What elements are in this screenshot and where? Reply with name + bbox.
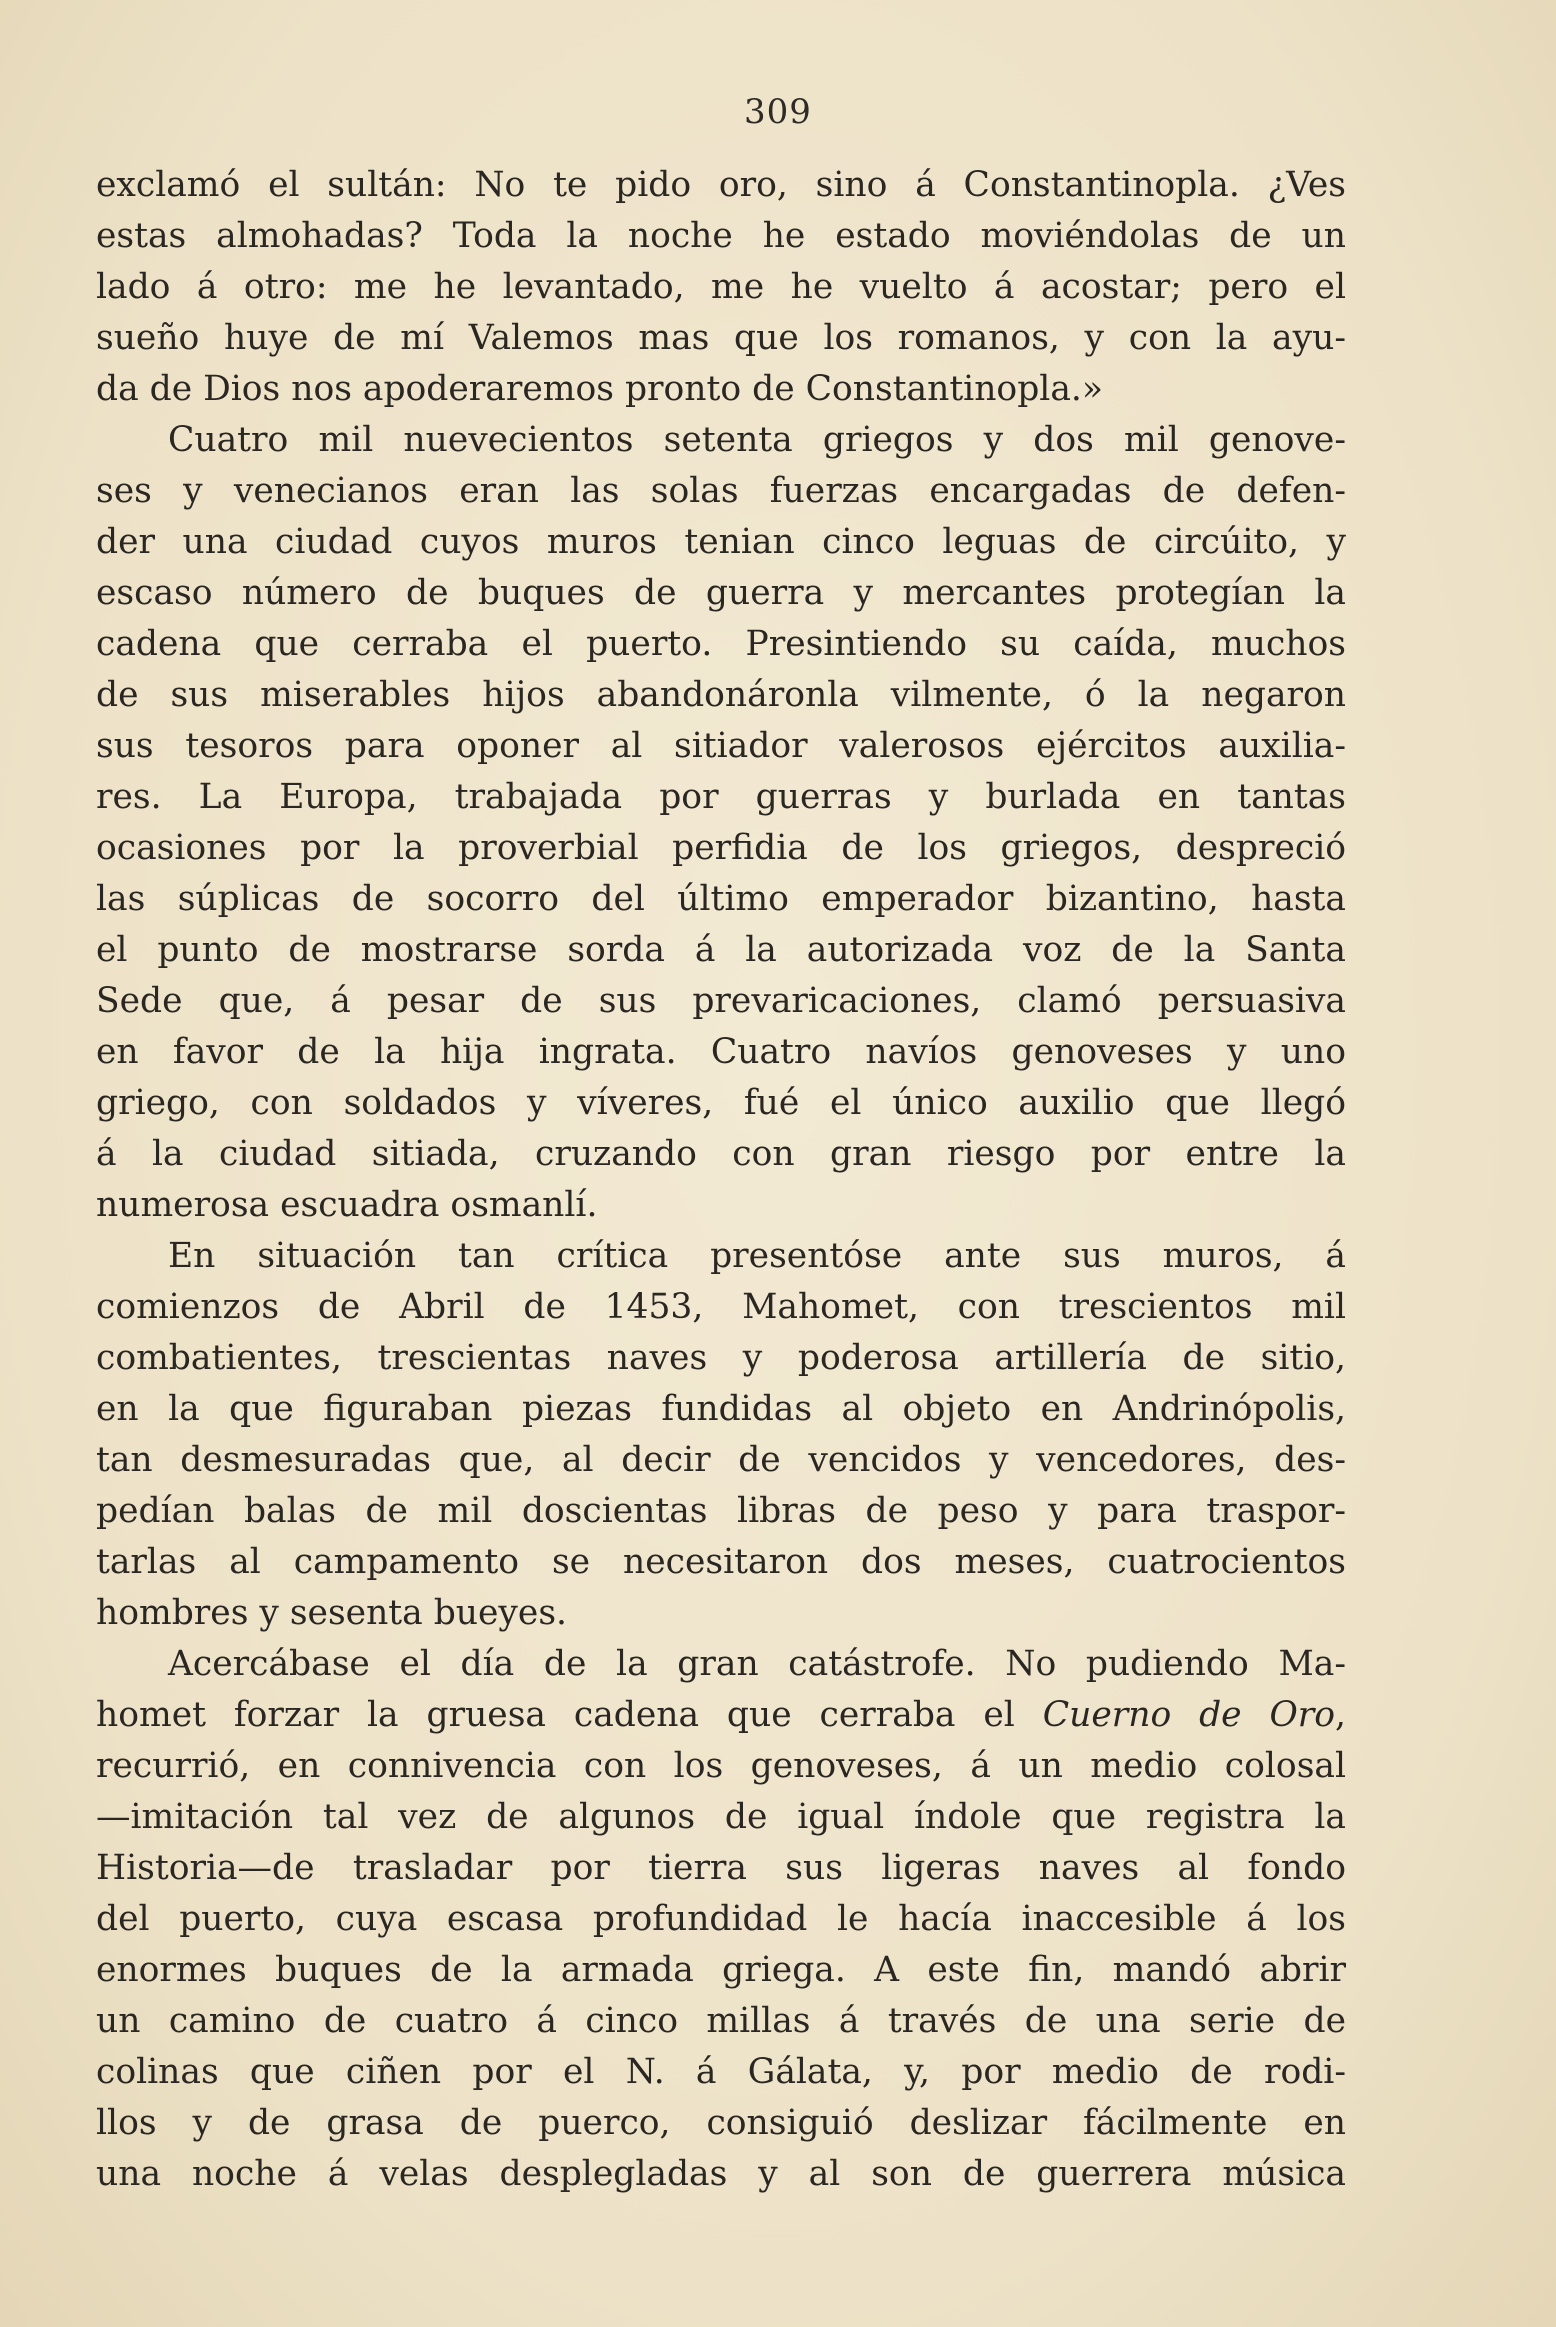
text-line: en favor de la hija ingrata. Cuatro navíos genoveses y uno	[96, 1032, 1346, 1072]
text-line: una noche á velas desplegladas y al son de guerrera música	[96, 2154, 1346, 2194]
text-line: der una ciudad cuyos muros tenian cinco leguas de circúito, y	[96, 522, 1346, 562]
text-line: el punto de mostrarse sorda á la autorizada voz de la Santa	[96, 930, 1346, 970]
page-number: 309	[744, 92, 812, 132]
text-line: lado á otro: me he levantado, me he vuelto á acostar; pero el	[96, 267, 1346, 307]
text-line: escaso número de buques de guerra y mercantes protegían la	[96, 573, 1346, 613]
text-line: cadena que cerraba el puerto. Presintiendo su caída, muchos	[96, 624, 1346, 664]
text-line: numerosa escuadra osmanlí.	[96, 1185, 598, 1225]
text-line: ocasiones por la proverbial perfidia de los griegos, despreció	[96, 828, 1346, 868]
text-line: un camino de cuatro á cinco millas á través de una serie de	[96, 2001, 1346, 2041]
text-line: de sus miserables hijos abandonáronla vilmente, ó la negaron	[96, 675, 1346, 715]
text-line	[96, 1690, 1346, 1741]
text-line: en la que figuraban piezas fundidas al objeto en Andrinópolis,	[96, 1389, 1346, 1429]
text-line: comienzos de Abril de 1453, Mahomet, con trescientos mil	[96, 1287, 1346, 1327]
text-line: ses y venecianos eran las solas fuerzas encargadas de defen-	[96, 471, 1346, 511]
text-line: Sede que, á pesar de sus prevaricaciones, clamó persuasiva	[96, 981, 1346, 1021]
text-line: estas almohadas? Toda la noche he estado moviéndolas de un	[96, 216, 1346, 256]
text-fragment: ,	[1335, 1695, 1346, 1735]
text-line: griego, con soldados y víveres, fué el único auxilio que llegó	[96, 1083, 1346, 1123]
text-line: sus tesoros para oponer al sitiador valerosos ejércitos auxilia-	[96, 726, 1346, 766]
text-line: recurrió, en connivencia con los genoveses, á un medio colosal	[96, 1746, 1346, 1786]
text-line: exclamó el sultán: No te pido oro, sino á Constantinopla. ¿Ves	[96, 165, 1346, 205]
text-line: Cuatro mil nuevecientos setenta griegos y dos mil genove-	[168, 420, 1346, 460]
text-line: tan desmesuradas que, al decir de vencidos y vencedores, des-	[96, 1440, 1346, 1480]
text-line: En situación tan crítica presentóse ante sus muros, á	[168, 1236, 1346, 1276]
text-line: —imitación tal vez de algunos de igual índole que registra la	[96, 1797, 1346, 1837]
text-line: tarlas al campamento se necesitaron dos meses, cuatrocientos	[96, 1542, 1346, 1582]
text-line: á la ciudad sitiada, cruzando con gran riesgo por entre la	[96, 1134, 1346, 1174]
text-fragment: homet forzar la gruesa cadena que cerraba el	[96, 1695, 1043, 1735]
text-line: hombres y sesenta bueyes.	[96, 1593, 567, 1633]
text-line: sueño huye de mí Valemos mas que los romanos, y con la ayu-	[96, 318, 1346, 358]
text-line: Acercábase el día de la gran catástrofe. No pudiendo Ma-	[168, 1644, 1346, 1684]
text-line: da de Dios nos apoderaremos pronto de Constantinopla.»	[96, 369, 1103, 409]
text-line: llos y de grasa de puerco, consiguió deslizar fácilmente en	[96, 2103, 1346, 2143]
text-line: Historia—de trasladar por tierra sus ligeras naves al fondo	[96, 1848, 1346, 1888]
text-line: del puerto, cuya escasa profundidad le hacía inaccesible á los	[96, 1899, 1346, 1939]
text-line: enormes buques de la armada griega. A este fin, mandó abrir	[96, 1950, 1346, 1990]
text-line: colinas que ciñen por el N. á Gálata, y, por medio de rodi-	[96, 2052, 1346, 2092]
text-line: pedían balas de mil doscientas libras de peso y para traspor-	[96, 1491, 1346, 1531]
body-text	[96, 160, 1346, 2200]
text-line: combatientes, trescientas naves y poderosa artillería de sitio,	[96, 1338, 1346, 1378]
text-line: las súplicas de socorro del último emperador bizantino, hasta	[96, 879, 1346, 919]
italic-text: Cuerno de Oro	[1042, 1695, 1336, 1735]
text-line: res. La Europa, trabajada por guerras y burlada en tantas	[96, 777, 1346, 817]
